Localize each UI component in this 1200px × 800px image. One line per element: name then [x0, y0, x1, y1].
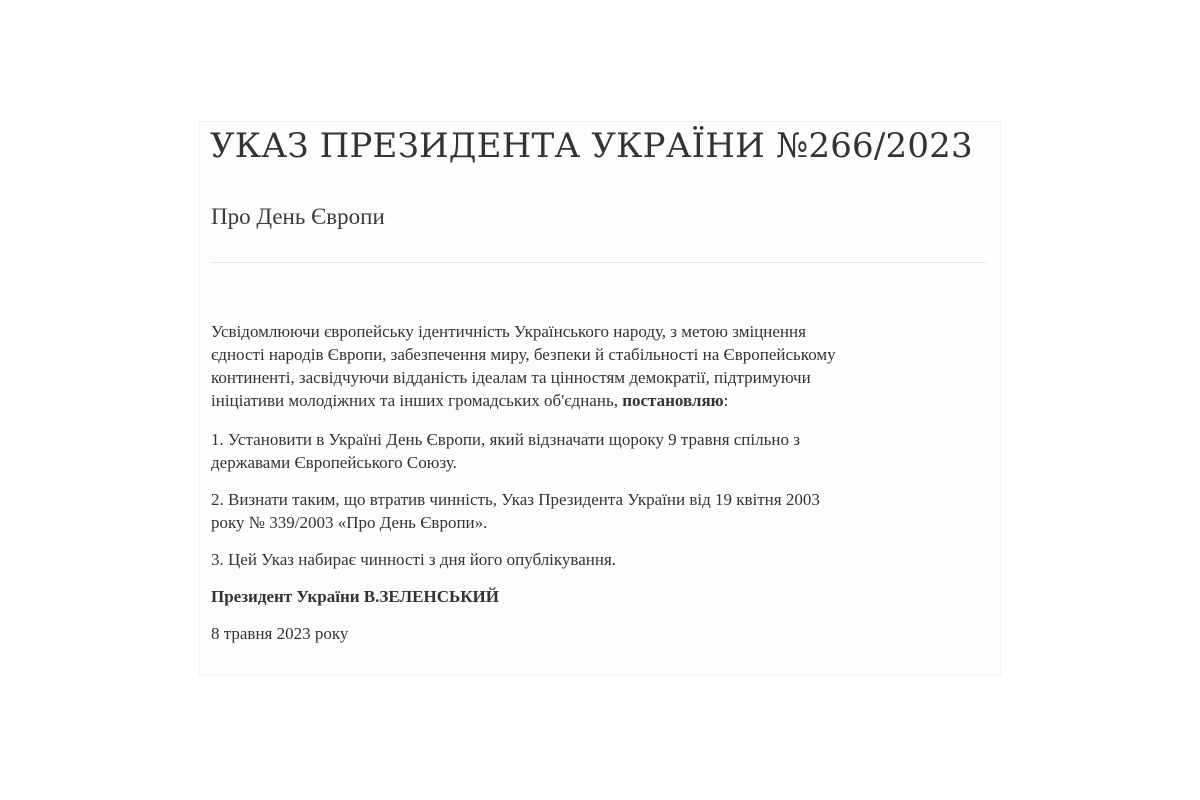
document-date: 8 травня 2023 року [211, 624, 349, 643]
intro-line: континенті, засвідчуючи відданість ідеалам та цінностям демократії, підтримуючи [211, 368, 811, 387]
decree-punct: : [723, 391, 729, 410]
intro-paragraph [211, 320, 1001, 412]
signature: Президент України В.ЗЕЛЕНСЬКИЙ [211, 587, 499, 606]
intro-line-text: ініціативи молодіжних та інших громадських об'єднань, [211, 391, 623, 410]
item-3-paragraph [211, 548, 1001, 571]
item-line: року № 339/2003 «Про День Європи». [211, 513, 488, 532]
item-2-paragraph [211, 488, 1001, 534]
document-subtitle: Про День Європи [211, 204, 385, 229]
item-line: державами Європейського Союзу. [211, 453, 457, 472]
title-divider [210, 262, 986, 263]
intro-line-last [211, 389, 1001, 412]
document-title: УКАЗ ПРЕЗИДЕНТА УКРАЇНИ №266/2023 [210, 126, 973, 166]
document-body [211, 320, 1001, 659]
intro-line: єдності народів Європи, забезпечення миру, безпеки й стабільності на Європейському [211, 345, 836, 364]
intro-line: Усвідомлюючи європейську ідентичність Українського народу, з метою зміцнення [211, 322, 806, 341]
item-line: 1. Установити в Україні День Європи, який відзначати щороку 9 травня спільно з [211, 430, 800, 449]
item-1-paragraph [211, 428, 1001, 474]
item-line: 3. Цей Указ набирає чинності з дня його опублікування. [211, 550, 617, 569]
decree-word: постановляю [622, 391, 724, 410]
item-line: 2. Визнати таким, що втратив чинність, Указ Президента України від 19 квітня 2003 [211, 490, 820, 509]
